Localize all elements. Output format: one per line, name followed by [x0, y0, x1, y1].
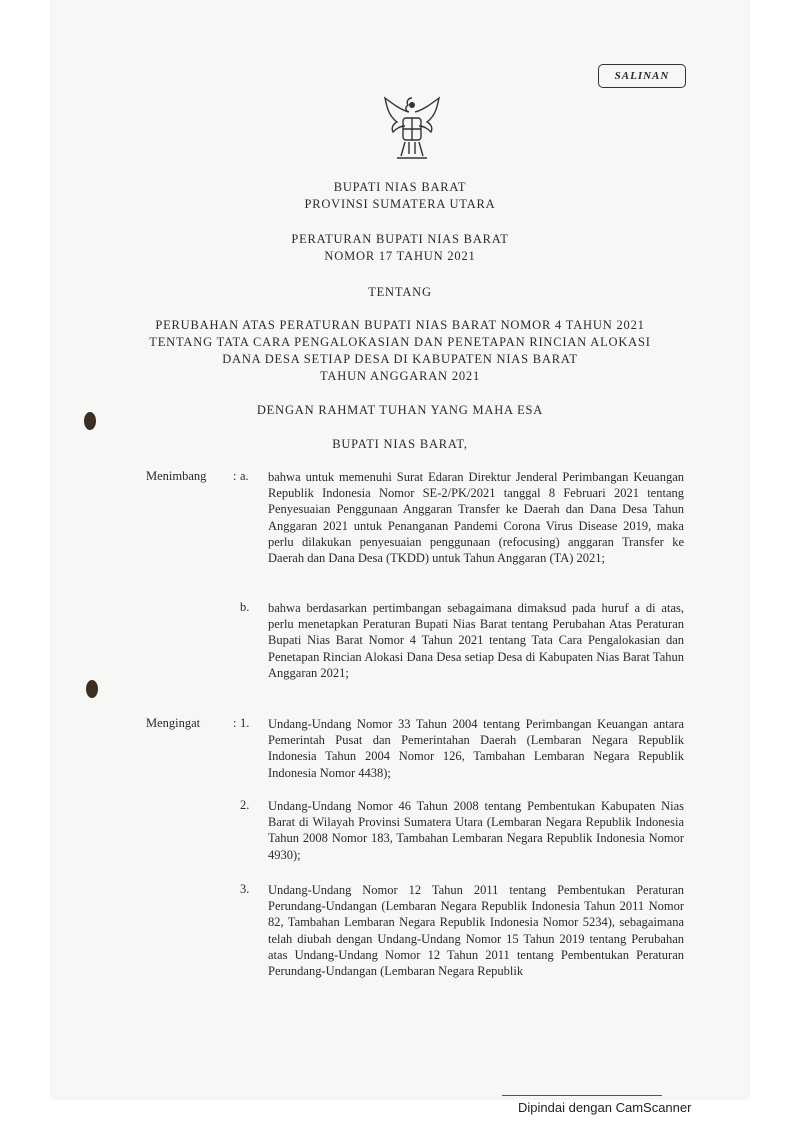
list-item-text: bahwa untuk memenuhi Surat Edaran Direktur Jenderal Perimbangan Keuangan Republik Indonesia Nomor SE-2/PK/2021 tanggal 8 Februari 2021 tentang Penyesuaian Penggunaan Anggaran Transfer ke Daerah dan Dana Desa Tahun Anggaran 2021 untuk Penanganan Pandemi Corona Virus Disease 2019, maka perlu dilakukan penyesuaian penggunaan (refocusing) anggaran Transfer ke Daerah dan Dana Desa (TKDD) untuk Tahun Anggaran (TA) 2021; [268, 470, 684, 566]
list-item-mark: b. [240, 600, 250, 614]
official-line: BUPATI NIAS BARAT, [332, 437, 468, 451]
mengingat-label: Mengingat [146, 716, 201, 730]
list-item-text: Undang-Undang Nomor 33 Tahun 2004 tentang Perimbangan Keuangan antara Pemerintah Pusat dan Pemerintahan Daerah (Lembaran Negara Republik Indonesia Tahun 2004 Nomor 126, Tambahan Lembaran Negara Republik Indonesia Nomor 4438); [268, 717, 684, 780]
salinan-stamp: SALINAN [598, 64, 686, 88]
subject-line: DANA DESA SETIAP DESA DI KABUPATEN NIAS BARAT [222, 352, 578, 366]
regulation-number: NOMOR 17 TAHUN 2021 [324, 249, 476, 263]
punch-hole [86, 680, 98, 698]
menimbang-colon: : [233, 469, 237, 483]
province-title: PROVINSI SUMATERA UTARA [304, 197, 496, 211]
regulation-title: PERATURAN BUPATI NIAS BARAT [291, 232, 509, 246]
blessing-line: DENGAN RAHMAT TUHAN YANG MAHA ESA [256, 403, 544, 417]
subject-line: PERUBAHAN ATAS PERATURAN BUPATI NIAS BARAT NOMOR 4 TAHUN 2021 [155, 318, 645, 332]
tentang-heading: TENTANG [368, 285, 432, 299]
list-item-text: bahwa berdasarkan pertimbangan sebagaimana dimaksud pada huruf a di atas, perlu menetapkan Peraturan Bupati Nias Barat tentang Perubahan Atas Peraturan Bupati Nias Barat Nomor 4 Tahun 2021 tentang Tata Cara Pengalokasian dan Penetapan Rincian Alokasi Dana Desa setiap Desa di Kabupaten Nias Barat Tahun Anggaran 2021; [268, 601, 684, 680]
subject-line: TENTANG TATA CARA PENGALOKASIAN DAN PENETAPAN RINCIAN ALOKASI [149, 335, 651, 349]
garuda-emblem-icon [379, 92, 445, 168]
mengingat-colon: : [233, 716, 237, 730]
list-item-mark: 1. [240, 716, 250, 730]
list-item-text: Undang-Undang Nomor 12 Tahun 2011 tentang Pembentukan Peraturan Perundang-Undangan (Lembaran Negara Republik Indonesia Tahun 2011 Nomor 82, Tambahan Lembaran Negara Republik Indonesia Nomor 5234), sebagaimana telah diubah dengan Undang-Undang Nomor 15 Tahun 2019 tentang Perubahan atas Undang-Undang Nomor 12 Tahun 2011 tentang Pembentukan Peraturan Perundang-Undangan (Lembaran Negara Republik [268, 883, 684, 979]
regent-title: BUPATI NIAS BARAT [333, 180, 467, 194]
list-item-mark: a. [240, 469, 249, 483]
menimbang-label: Menimbang [146, 469, 207, 483]
list-item-mark: 2. [240, 798, 250, 812]
footer-divider [502, 1095, 662, 1096]
list-item-mark: 3. [240, 882, 250, 896]
subject-line: TAHUN ANGGARAN 2021 [319, 369, 481, 383]
list-item-text: Undang-Undang Nomor 46 Tahun 2008 tentang Pembentukan Kabupaten Nias Barat di Wilayah Provinsi Sumatera Utara (Lembaran Negara Republik Indonesia Tahun 2008 Nomor 183, Tambahan Lembaran Negara Republik Indonesia Nomor 4930); [268, 799, 684, 862]
scanner-watermark: Dipindai dengan CamScanner [518, 1100, 692, 1115]
